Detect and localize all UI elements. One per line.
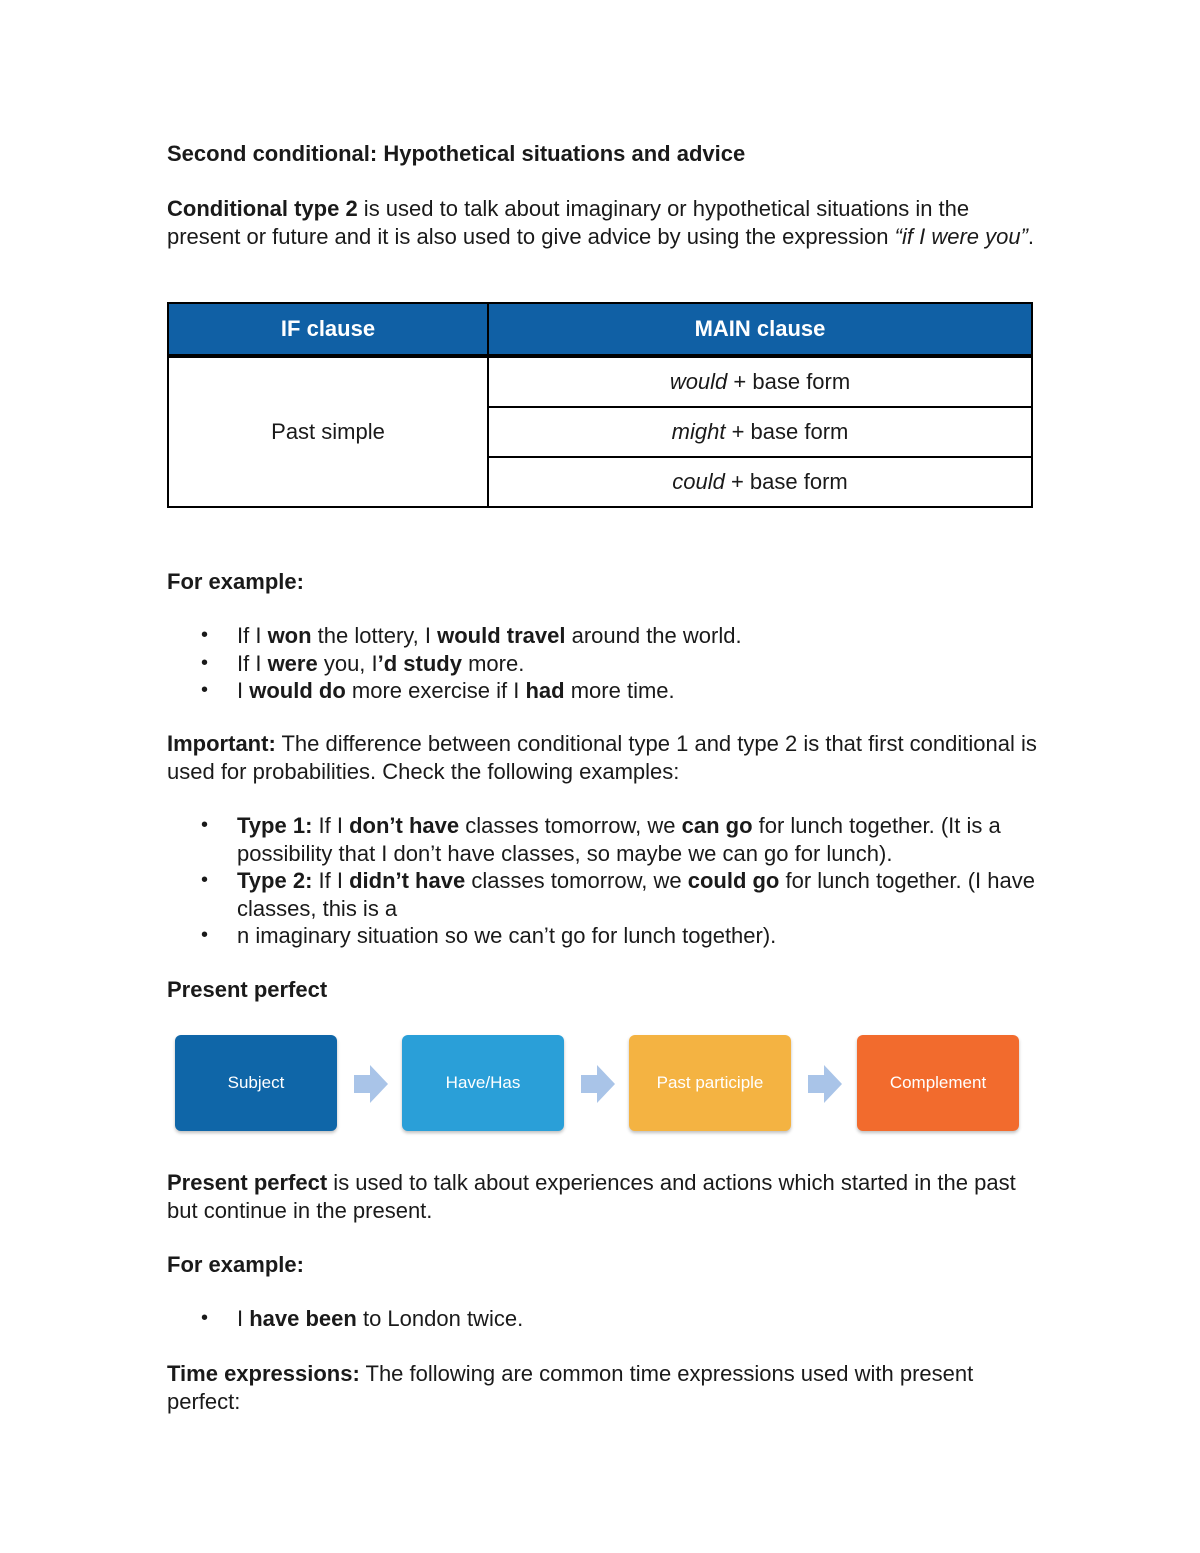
intro-term: Conditional type 2 (167, 196, 358, 221)
intro-paragraph (167, 195, 1037, 250)
bold-run: would do (249, 678, 346, 703)
table-row (168, 356, 1032, 407)
flow-box-have-has (402, 1035, 564, 1131)
examples-list-2 (167, 1305, 1037, 1333)
modal-word: would (669, 369, 728, 394)
list-item (167, 677, 1037, 705)
flow-label: Have/Has (445, 1073, 521, 1092)
text-run: If I (237, 650, 268, 676)
arrow-shape (354, 1065, 388, 1103)
text-run: for lunch together. (I have classes, this is a (237, 868, 1035, 921)
text-run: around the world. (565, 623, 742, 648)
important-text: The difference between conditional type 1 and type 2 is that first conditional is used for probabilities. Check the following examples: (167, 731, 1037, 784)
arrow-shape (581, 1065, 615, 1103)
time-expressions-label: Time expressions: (167, 1361, 360, 1386)
intro-text: is used to talk about imaginary or hypothetical situations in the present or future and it is also used to give advice by using the expression (167, 196, 970, 249)
heading-prefix: Second conditional: (167, 141, 384, 166)
bold-run: don’t have (349, 813, 460, 838)
list-item (167, 1305, 1037, 1333)
header-if-clause: IF clause (168, 303, 488, 356)
arrow-right-icon (354, 1065, 388, 1103)
header-main-clause: MAIN clause (488, 303, 1032, 356)
text-run: more exercise if I (345, 678, 526, 703)
text-run: classes tomorrow, we (465, 868, 688, 893)
list-item (167, 650, 1037, 678)
table-header-row (168, 303, 1032, 356)
time-expressions-text: The following are common time expressions used with present perfect: (167, 1361, 974, 1414)
list-item (167, 812, 1037, 867)
flow-box-complement (857, 1035, 1019, 1131)
present-perfect-definition (167, 1169, 1037, 1224)
flow-box-past-participle (629, 1035, 791, 1131)
intro-quote: “if I were you” (894, 223, 1028, 249)
flow-label: Past participle (656, 1073, 764, 1092)
modal-rest: + base form (724, 469, 848, 494)
example-heading-1: For example: (167, 569, 304, 594)
intro-end: . (1027, 223, 1035, 249)
flow-box-subject (175, 1035, 337, 1131)
arrow-right-icon (808, 1065, 842, 1103)
text-run: If I (237, 623, 268, 648)
text-run: you, I (317, 650, 378, 676)
main-clause-cell (488, 407, 1032, 457)
text-run: I (237, 1306, 250, 1331)
arrow-right-icon (581, 1065, 615, 1103)
bold-run: won (267, 623, 312, 648)
time-expressions-paragraph (167, 1360, 1037, 1415)
text-run: more time. (564, 678, 675, 703)
list-item (167, 867, 1037, 922)
bold-run: could go (687, 868, 780, 893)
structure-flow-diagram (0, 1035, 1200, 1135)
modal-word: might (671, 419, 726, 444)
bold-run: ’d study (377, 650, 462, 676)
definition-text: is used to talk about experiences and actions which started in the past but continue in the present. (167, 1170, 1016, 1223)
text-run: I (237, 678, 250, 703)
flow-label: Subject (227, 1073, 285, 1092)
bold-run: were (267, 650, 318, 676)
definition-term: Present perfect (167, 1170, 328, 1195)
bold-run: can go (681, 813, 753, 838)
heading-title: Hypothetical situations and advice (383, 141, 746, 166)
bold-run: Type 2: (237, 868, 313, 893)
examples-list-1 (167, 622, 1037, 705)
list-item: • n imaginary situation so we can’t go for lunch together). (167, 922, 1037, 950)
bold-run: had (525, 678, 565, 703)
main-clause-cell (488, 457, 1032, 507)
bold-run: would travel (437, 623, 566, 648)
text-run: If I (312, 813, 350, 838)
modal-rest: + base form (725, 419, 849, 444)
text-run: for lunch together. (It is a possibility that I don’t have classes, so maybe we can go for lunch). (237, 813, 1001, 866)
bold-run: didn’t have (349, 868, 466, 893)
conditional-table (167, 302, 1033, 508)
if-clause-cell: Past simple (168, 356, 488, 507)
text-run: more. (461, 650, 525, 676)
flow-label: Complement (889, 1073, 987, 1092)
types-list (167, 812, 1037, 950)
arrow-shape (808, 1065, 842, 1103)
example-heading-2: For example: (167, 1252, 304, 1277)
modal-word: could (672, 469, 725, 494)
text-run: to London twice. (356, 1306, 524, 1331)
important-label: Important: (167, 731, 276, 756)
list-item (167, 622, 1037, 650)
main-clause-cell (488, 356, 1032, 407)
text-run: classes tomorrow, we (459, 813, 682, 838)
text-run: If I (312, 868, 350, 893)
present-perfect-heading: Present perfect (167, 977, 328, 1002)
bold-run: Type 1: (237, 813, 313, 838)
important-paragraph (167, 730, 1037, 785)
text-run: the lottery, I (311, 623, 438, 648)
page-heading (167, 140, 1037, 168)
modal-rest: + base form (727, 369, 851, 394)
bold-run: have been (249, 1306, 357, 1331)
